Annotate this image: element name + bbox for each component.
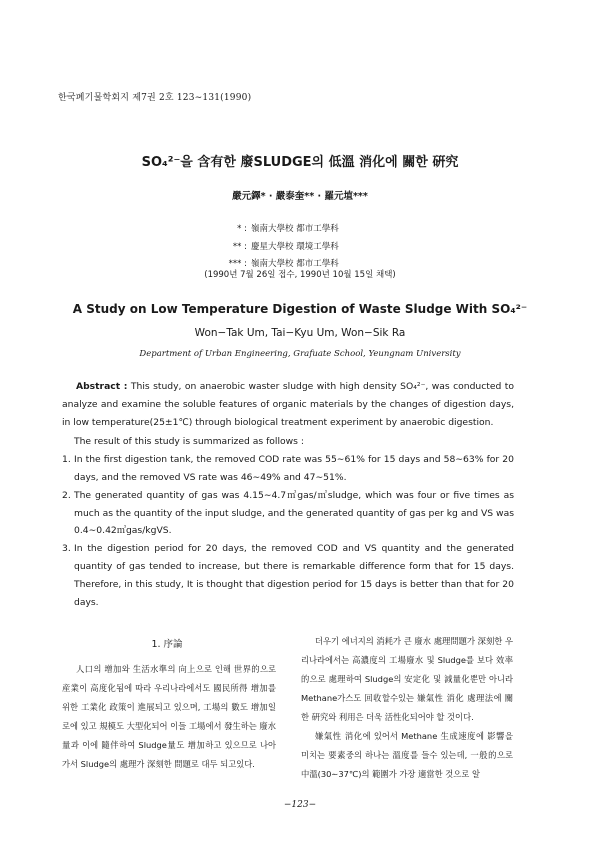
received-date: (1990년 7월 26일 접수, 1990년 10월 15일 채택) <box>204 270 396 280</box>
results-list <box>62 451 514 611</box>
abstract <box>62 378 514 611</box>
result-item-3: 3. In the digestion period for 20 days, the removed COD and VS quantity and the generated quantity of gas tended to increase, but there is remarkable difference form that for 15 days. Therefore, in this study, It is thought that digestion period for 15 days is better than that for 20 days. <box>62 543 514 608</box>
abstract-label: Abstract : <box>76 381 128 392</box>
department: Department of Urban Engineering, Grafuate School, Yeungnam University <box>139 349 461 359</box>
affiliation-2: ** : 慶星大學校 環境工學科 <box>232 241 339 252</box>
english-authors: Won−Tak Um, Tai−Kyu Um, Won−Sik Ra <box>194 327 406 339</box>
result-item-1: 1. In the first digestion tank, the removed COD rate was 55∼61% for 15 days and 58∼63% for 20 days, and the removed VS rate was 46∼49% and 47∼51%. <box>62 454 514 483</box>
abstract-summary-intro: The result of this study is summarized as follows : <box>74 436 304 448</box>
page-number: −123− <box>283 800 317 810</box>
intro-paragraph: 人口의 增加와 生活水準의 向上으로 인해 世界的으로 産業이 高度化됨에 따라 우리나라에서도 國民所得 增加를 위한 工業化 政策이 進展되고 있으며, 工場의 數도 增加일로에 있고 規模도 大型化되어 이들 工場에서 發生하는 廢水量과 이에 隨伴하여 Sludge量도 增加하고 있으므로 나아가서 Sludge의 處理가 深刻한 問題로 대두 되고있다. <box>62 664 276 769</box>
korean-authors: 嚴元鐸* · 嚴泰奎** · 羅元埴*** <box>232 191 368 202</box>
intro-paragraph: 더우기 에너지의 消耗가 큰 廢水 處理問題가 深刻한 우리나라에서는 高濃度의 工場廢水 및 Sludge를 보다 效率的으로 處理하여 Sludge의 安定化 및 減量化뿐만 아니라 Methane가스도 回收할수있는 嫌氣性 消化 處理法에 關한 硏究와 利用은 더욱 活性化되어야 할 것이다. <box>301 636 513 722</box>
affiliation-3: *** : 嶺南大學校 都市工學科 <box>228 259 339 269</box>
result-item-2: 2. The generated quantity of gas was 4.15∼4.7㎥gas/㎥sludge, which was four or five times as much as the quantity of the input sludge, and the generated quantity of gas per kg and VS was 0.4∼0.42㎥gas/kgVS. <box>62 489 514 537</box>
abstract-body: Abstract : This study, on anaerobic waster sludge with high density SO₄²⁻, was conducted to analyze and examine the soluble features of organic materials by the changes of digestion days, in low temperature(25±1℃) through biological treatment experiment by anaerobic digestion. <box>62 381 515 428</box>
section-heading: 1. 序論 <box>151 639 183 650</box>
korean-title: SO₄²⁻을 含有한 廢SLUDGE의 低溫 消化에 關한 硏究 <box>141 155 459 170</box>
intro-left-column <box>62 660 276 774</box>
journal-header: 한국폐기물학회지 제7권 2호 123∼131(1990) <box>58 93 252 103</box>
english-title: A Study on Low Temperature Digestion of Waste Sludge With SO₄²⁻ <box>72 302 528 316</box>
intro-paragraph: 嫌氣性 消化에 있어서 Methane 生成速度에 影響을 미치는 要素중의 하나는 溫度를 들수 있는데, 一般的으로 中溫(30∼37℃)의 範圍가 가장 適當한 것으로 알 <box>301 731 513 779</box>
affiliations <box>213 221 339 274</box>
affiliation-1: * : 嶺南大學校 都市工學科 <box>237 224 339 234</box>
intro-right-column <box>301 632 513 784</box>
